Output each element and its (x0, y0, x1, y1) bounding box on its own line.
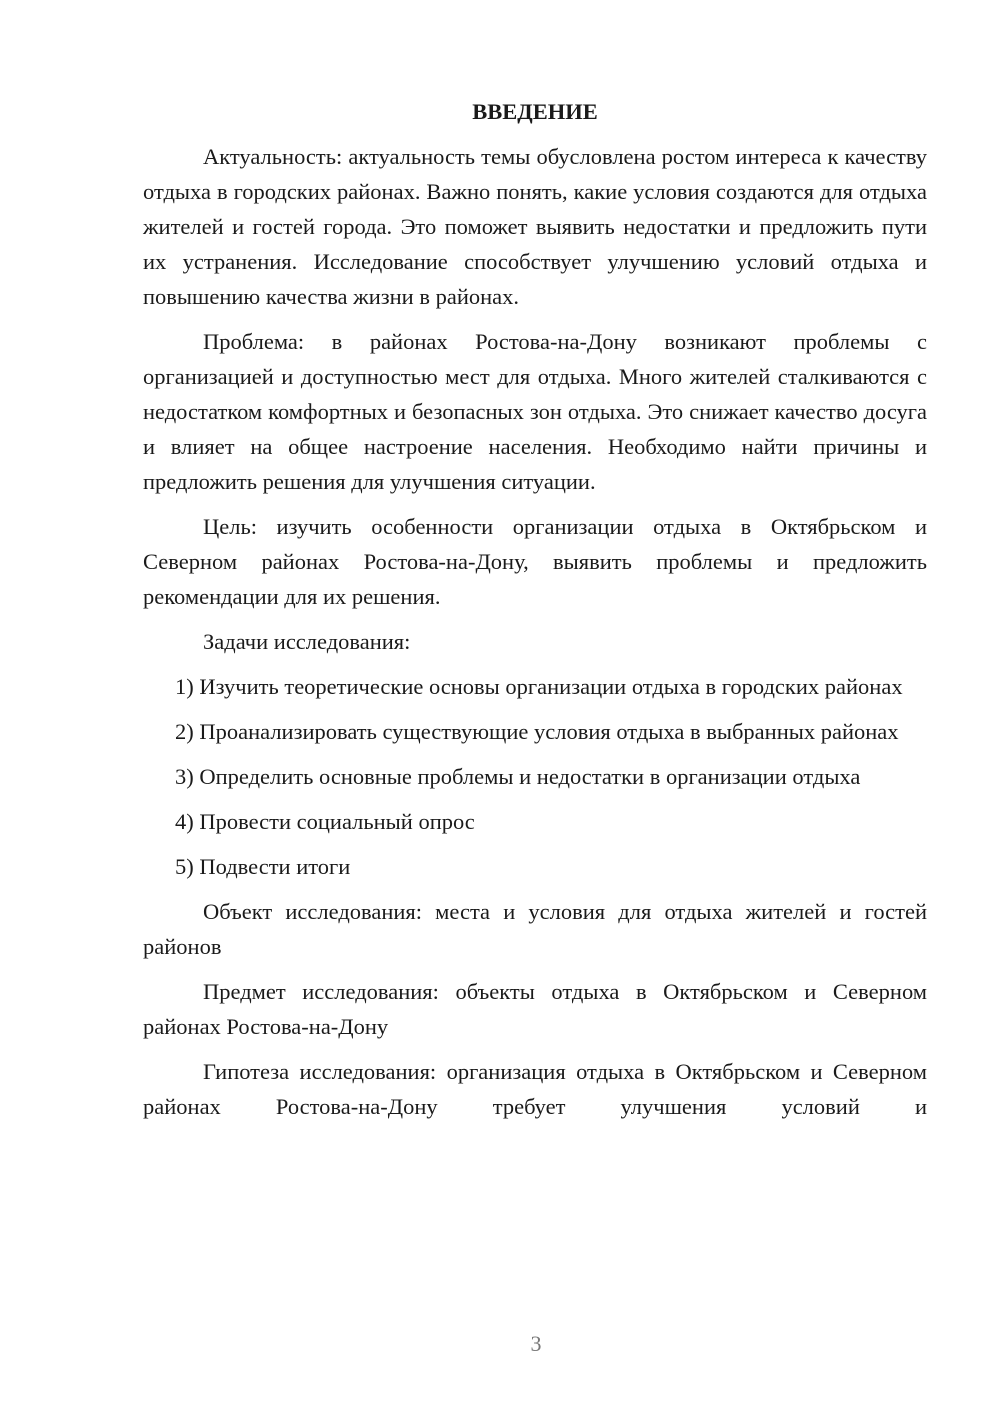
page-number: 3 (530, 1331, 542, 1356)
task-item-3: 3) Определить основные проблемы и недостатки в организации отдыха (175, 764, 861, 789)
paragraph-goal: Цель: изучить особенности организации отдыха в Октябрьском и Северном районах Ростова-на-Дону, выявить проблемы и предложить рекомендации для их решения. (143, 514, 927, 609)
task-item-1: 1) Изучить теоретические основы организации отдыха в городских районах (175, 674, 903, 699)
page-content (143, 94, 927, 1134)
paragraph-problem: Проблема: в районах Ростова-на-Дону возникают проблемы с организацией и доступностью мест для отдыха. Много жителей сталкиваются с недостатком комфортных и безопасных зон отдыха. Это снижает качество досуга и влияет на общее настроение населения. Необходимо найти причины и предложить решения для улучшения ситуации. (143, 329, 927, 494)
task-item-2: 2) Проанализировать существующие условия отдыха в выбранных районах (175, 719, 899, 744)
paragraph-relevance: Актуальность: актуальность темы обусловлена ростом интереса к качеству отдыха в городских районах. Важно понять, какие условия создаются для отдыха жителей и гостей города. Это поможет выявить недостатки и предложить пути их устранения. Исследование способствует улучшению условий отдыха и повышению качества жизни в районах. (143, 144, 927, 309)
paragraph-hypothesis: Гипотеза исследования: организация отдыха в Октябрьском и Северном районах Ростова-на-Дону требует улучшения условий и (143, 1059, 927, 1119)
paragraph-object: Объект исследования: места и условия для отдыха жителей и гостей районов (143, 899, 927, 959)
paragraph-subject: Предмет исследования: объекты отдыха в Октябрьском и Северном районах Ростова-на-Дону (143, 979, 927, 1039)
task-item-5: 5) Подвести итоги (175, 854, 351, 879)
section-title: ВВЕДЕНИЕ (472, 99, 598, 124)
task-item-4: 4) Провести социальный опрос (175, 809, 475, 834)
paragraph-tasks-heading: Задачи исследования: (203, 629, 411, 654)
